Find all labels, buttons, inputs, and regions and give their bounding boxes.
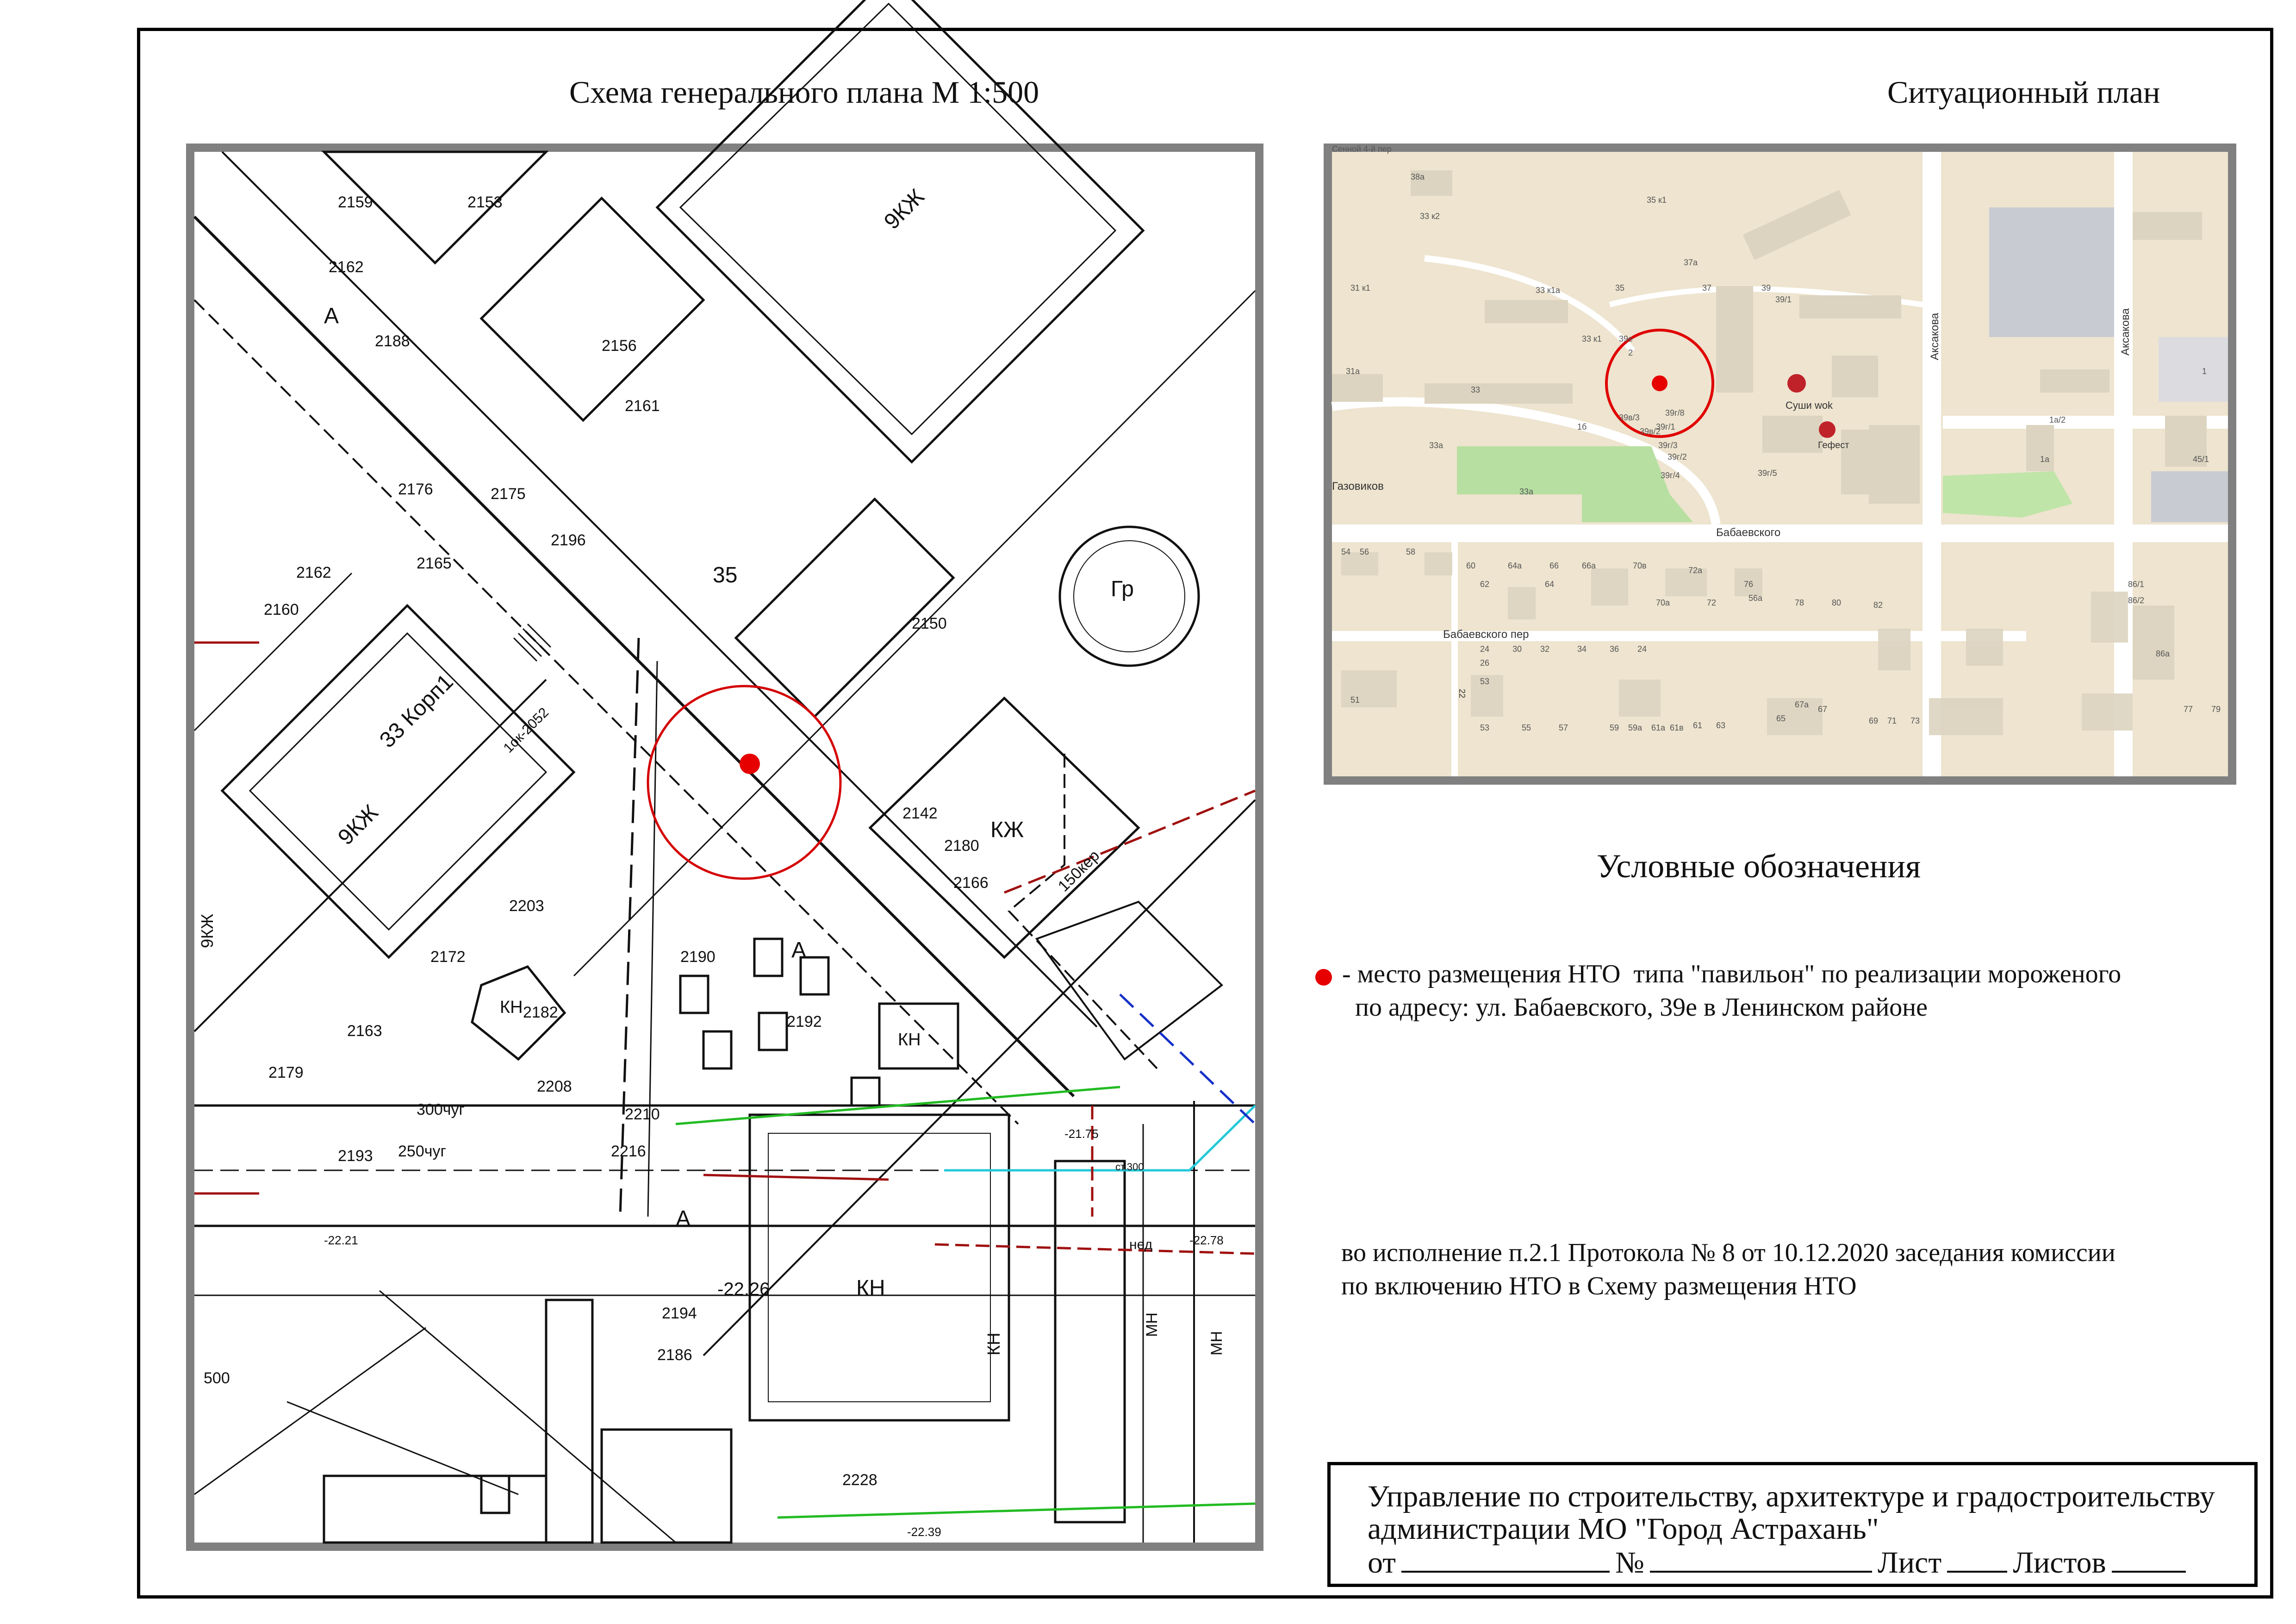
map-label: 39г/8 [1665,408,1685,418]
map-label: 55 [1522,723,1531,732]
pipe-9: нед [1129,1237,1153,1252]
map-label: 24 [1637,644,1647,654]
elev-15: 2180 [944,837,979,855]
location-marker[interactable] [740,754,760,774]
street-babaevskogo: Бабаевского [1716,526,1781,539]
elev-24: 2192 [787,1013,822,1031]
map-label: 26 [1480,658,1490,668]
map-label: 37а [1684,258,1698,267]
pipe-3: 150кер [1054,847,1103,895]
label-gr: Гр [1111,577,1134,601]
elev-2: 2153 [467,194,503,211]
protocol-note [1341,1236,2116,1303]
map-label: 1а/2 [2049,415,2066,425]
map-label: 31а [1346,367,1360,376]
map-label: 54 [1341,547,1351,556]
general-plan-panel[interactable] [186,144,1263,1551]
stamp-sheet-label: Лист [1877,1546,1942,1580]
label-a-3: А [676,1206,691,1231]
elev-23: 2190 [680,948,716,966]
map-label: 53 [1480,677,1490,686]
elev-20: 2179 [268,1064,304,1081]
elev-17: 2172 [430,948,466,966]
legend-line-2: по адресу: ул. Бабаевского, 39е в Ленинском районе [1355,993,1928,1022]
elev-25: 2193 [338,1147,373,1165]
map-label: 34 [1577,644,1587,654]
pipe-2: 250чуг [398,1143,446,1160]
elev-31: -22.26 [717,1279,770,1299]
map-label: 82 [1873,600,1883,610]
label-kn-4: КН [984,1332,1004,1355]
map-label: 69 [1869,716,1879,725]
map-label: 35 к1 [1647,195,1667,205]
pipe-1: 300чуг [417,1101,465,1118]
elev-4: 2188 [375,332,410,350]
map-label: 1б [1577,422,1587,431]
elev-22: 2208 [537,1078,572,1095]
elev-29: 2186 [657,1346,692,1364]
map-label: 56а [1748,593,1763,603]
note-line-2: по включению НТО в Схему размещения НТО [1341,1272,1857,1300]
map-label: 67а [1795,700,1809,709]
stamp-number-field[interactable] [1650,1545,1872,1573]
elev-18: 2182 [523,1004,558,1021]
situation-map-panel[interactable] [1324,144,2236,785]
elev-5: 2156 [602,337,637,355]
map-label: 33 к1а [1536,286,1560,295]
map-label: 37 [1702,283,1712,293]
legend-heading: Условные обозначения [1597,848,1921,885]
map-label: 33а [1519,487,1534,496]
street-aksakova-2: Аксакова [2119,308,2132,356]
map-label: 66 [1549,561,1559,570]
stamp-line-1: Управление по строительству, архитектуре и градостроительству [1368,1480,2215,1513]
map-label: 39в/3 [1619,413,1640,422]
label-a-2: А [791,938,807,962]
situation-plan-title: Ситуационный план [1887,75,2160,110]
elev-7: 2162 [296,564,331,581]
map-label: 45/1 [2193,455,2209,464]
building-kn-main [750,1115,1009,1420]
map-label: 58 [1406,547,1416,556]
map-label: 2 [1628,348,1633,357]
map-label: 39е [1619,334,1633,344]
elev-1: 2159 [338,194,373,211]
elev-30: 2228 [842,1471,877,1489]
map-label: 77 [2184,705,2193,714]
map-label: 39г/4 [1661,471,1680,480]
elev-26: 2210 [625,1106,660,1123]
poi-gefest: Гефест [1818,440,1849,450]
map-label: 53 [1480,723,1490,732]
map-label: 33а [1429,441,1444,450]
map-label: 30 [1512,644,1522,654]
street-gazovikov: Газовиков [1332,480,1384,493]
map-label: 31 к1 [1350,283,1370,293]
stamp-line-2: администрации МО "Город Астрахань" [1368,1512,1879,1546]
map-label: 33 к1 [1582,334,1602,344]
map-label: 39 [1761,283,1771,293]
map-label: 70а [1656,598,1670,607]
map-label: 64 [1545,580,1555,589]
street-aksakova-1: Аксакова [1929,312,1941,360]
label-9kzh-b: 9КЖ [879,184,929,234]
map-label: 39в/2 [1640,427,1661,436]
map-label: 61в [1670,723,1684,732]
stamp-line-3 [1368,1545,2191,1580]
map-label: 71 [1887,716,1897,725]
map-label: 51 [1350,695,1360,705]
map-label: 24 [1480,644,1490,654]
general-plan-title: Схема генерального плана М 1:500 [569,75,1039,110]
map-label: 65 [1776,714,1786,723]
stamp-from-label: от [1368,1546,1396,1580]
pipe-7: МН [1143,1312,1161,1337]
map-label: 61а [1651,723,1666,732]
elev-9: 2165 [417,555,452,572]
label-kn-1: КН [856,1276,885,1300]
label-kn-2: КН [898,1030,921,1049]
elev-13: 2150 [912,615,947,632]
map-label: 78 [1795,598,1804,607]
pipe-8: МН [1208,1331,1226,1355]
map-label: 1а [2040,455,2050,464]
map-label: 35 [1615,283,1625,293]
legend-marker-icon [1315,969,1332,986]
elev-34: -21.75 [1064,1127,1099,1141]
map-label: 66а [1582,561,1596,570]
map-label: 62 [1480,580,1490,589]
legend-line-1: - место размещения НТО типа "павильон" по реализации мороженого [1342,960,2122,988]
elev-21: 2203 [509,897,544,915]
map-label: 70в [1633,561,1647,570]
elev-28: 2194 [662,1305,697,1322]
map-label: 59а [1628,723,1643,732]
map-label: 86а [2156,649,2170,658]
map-label: 32 [1540,644,1550,654]
elev-8: 2160 [264,601,299,618]
elev-6: 2161 [625,397,660,415]
elev-32: -22.21 [324,1233,358,1247]
map-label: 39г/1 [1656,422,1675,431]
map-label: 60 [1466,561,1476,570]
map-label: 73 [1910,716,1920,725]
stamp-sheets-label: Листов [2013,1546,2106,1580]
map-label: 72а [1688,566,1703,575]
map-label: 39г/2 [1668,452,1687,462]
stamp-sheets-field[interactable] [2112,1545,2186,1573]
label-kzh: КЖ [990,818,1024,842]
pipe-6: 1ок-2052 [500,705,552,756]
situation-map [1332,144,2228,776]
map-label: 86/2 [2128,596,2145,605]
map-label: 39/1 [1775,295,1792,304]
map-label: 33 к2 [1420,212,1440,221]
map-label: 61 [1693,721,1703,730]
map-label: 33 [1471,385,1481,394]
street-sennoy: 22 [1457,689,1467,699]
elev-12: 2196 [551,531,586,549]
elev-27: 2216 [611,1143,646,1160]
elev-10: 2176 [398,481,433,498]
map-label: 56 [1360,547,1369,556]
elev-16: 2166 [953,874,989,892]
gefest-icon[interactable] [1819,421,1836,438]
map-label: 80 [1832,598,1842,607]
elev-11: 2175 [491,485,526,503]
label-a-1: А [324,304,339,328]
map-label: 57 [1559,723,1568,732]
map-label: 76 [1744,580,1754,589]
map-label: 63 [1716,721,1726,730]
general-plan-drawing [194,152,1255,1543]
map-label: 1 [2202,367,2207,376]
elev-14: 2142 [902,805,938,822]
map-label: Сенной 4-й пер [1332,144,1392,154]
map-label: 36 [1610,644,1619,654]
map-label: 67 [1818,705,1828,714]
map-label: 79 [2211,705,2221,714]
stamp-sheet-field[interactable] [1947,1545,2007,1573]
label-9kzh-a: 9КЖ [333,800,383,850]
note-line-1: во исполнение п.2.1 Протокола № 8 от 10.12.2020 заседания комиссии [1341,1238,2116,1267]
title-block [1327,1462,2258,1587]
stamp-date-field[interactable] [1401,1545,1610,1573]
map-label: 38а [1411,172,1425,181]
street-babaevskogo-per: Бабаевского пер [1443,628,1529,641]
legend-description [1342,957,2121,1024]
poi-sushi-wok: Суши wok [1786,400,1833,411]
situation-location-marker[interactable] [1652,375,1668,391]
elev-3: 2162 [329,258,364,276]
pipe-4: 500 [204,1369,230,1387]
label-kn-3: КН [500,998,523,1017]
map-label: 39г/5 [1758,468,1777,478]
label-35: 35 [713,563,738,587]
sushi-wok-icon[interactable] [1787,374,1806,393]
map-label: 39г/3 [1658,441,1678,450]
map-label: 72 [1707,598,1717,607]
map-label: 86/1 [2128,580,2145,589]
elev-19: 2163 [347,1022,382,1040]
map-label: 59 [1610,723,1619,732]
pipe-5: ст.300 [1115,1161,1144,1173]
label-9kzh-c: 9КЖ [198,913,217,948]
stamp-number-label: № [1615,1546,1644,1580]
map-label: 64а [1508,561,1522,570]
elev-35: -22.78 [1189,1233,1224,1247]
label-33korp1: 33 Корп1 [375,669,458,753]
elev-33: -22.39 [907,1525,941,1539]
